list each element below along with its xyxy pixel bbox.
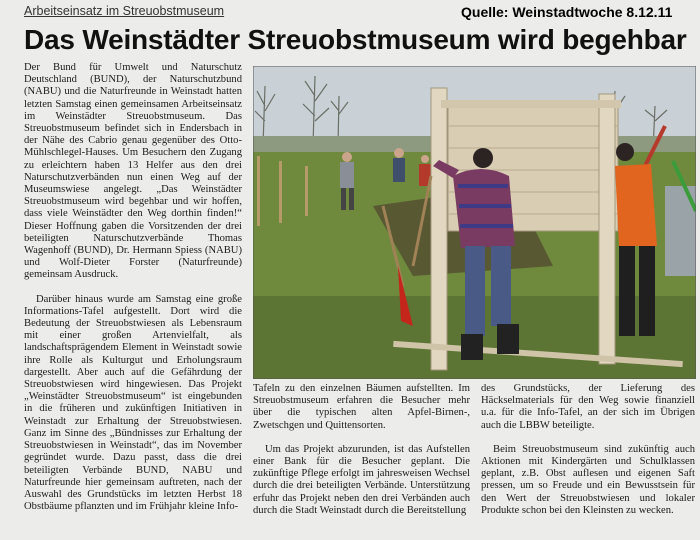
source-line: Quelle: Weinstadtwoche 8.12.11 (461, 4, 673, 20)
article-kicker: Arbeitseinsatz im Streuobstmuseum (24, 4, 225, 18)
paragraph: Beim Streuobstmuseum sind zukünftig auch Aktionen mit Kindergärten und Schulklassen geplant, z.B. Obst auflesen und eigenen Saft pressen, um so Freude und ein Bewusstsein für den Wert der Streuobstwiesen und lokaler Produkte schon bei den Kleinsten zu wecken. (481, 443, 695, 516)
text-column-3 (481, 383, 695, 538)
article-photo (253, 66, 696, 379)
text-column-2 (253, 383, 470, 538)
paragraph: Darüber hinaus wurde am Samstag eine große Informations-Tafel aufgestellt. Dort wird die Bedeutung der Streuobstwiesen als Lebensraum mit einer großen Artenvielfalt, als landschaftsprägendem Element in Weinstadt sowie ihre Rolle als Kulturgut und Erholungsraum dargestellt. Aber auch auf die Gefährdung der Streuobstwiesen wird hingewiesen. Das Projekt „Weinstädter Streuobstmuseum“ ist eingebunden in die früheren und zukünftigen Initiativen in Weinstadt zur Erhaltung der Streuobstwiesen. Ganz im Sinne des „Bündnisses zur Erhaltung der Streuobstwiesen in Weinstadt“, das im November gegründet wurde. Dazu passt, dass die drei beteiligten Verbände BUND, NABU und Naturfreunde hier gemeinsam auftreten, nach der Auswahl des Grundstücks im letzten Herbst 18 Obstbäume pflanzten und im Frühjahr kleine Info- (24, 293, 242, 513)
paragraph: des Grundstücks, der Lieferung des Häckselmaterials für den Weg sowie finanziell u.a. für die Info-Tafel, an der sich im Übrigen auch die LBBW beteiligte. (481, 383, 695, 431)
headline: Das Weinstädter Streuobstmuseum wird begehbar (24, 24, 687, 55)
paragraph: Tafeln zu den einzelnen Bäumen aufstellten. Im Streuobstmuseum erfahren die Besucher mehr über die typischen alten Apfel-Birnen-, Zwetschgen und Quittensorten. (253, 383, 470, 431)
paragraph: Um das Projekt abzurunden, ist das Aufstellen einer Bank für die Besucher geplant. Die zukünftige Pflege erfolgt im jahresweisen Wechsel durch die drei beteiligten Verbände. Unterstützung erfuhr das Projekt neben den drei Verbänden auch durch die Stadt Weinstadt durch die Bereitstellung (253, 443, 470, 516)
text-column-1 (24, 62, 242, 538)
photo-illustration (253, 66, 696, 379)
paragraph: Der Bund für Umwelt und Naturschutz Deutschland (BUND), der Naturschutzbund (NABU) und die Naturfreunde in Weinstadt hatten letzten Samstag einen gemeinsamen Arbeitseinsatz im Weinstädter Streuobstmuseum. Das Streuobstmuseum befindet sich in Endersbach in der Nähe des Cabrio genau gegenüber des Otto-Mühlschlegel-Hauses. Um Besuchern den Zugang zu erleichtern haben 13 Helfer aus den drei Naturschutzverbänden nun einen Weg auf der Museumswiese angelegt. „Das Weinstädter Streuobstmuseum wird begehbar und wir hoffen, dass viele Weinstädter den Weg dorthin finden!“ Dieser Hoffnung gaben die Vorsitzenden der drei beteiligten Naturschutzverbände Thomas Wagenhoff (BUND), Dr. Hermann Spiess (NABU) und Wolf-Dieter Forster (Naturfreunde) gemeinsam Ausdruck. (24, 62, 242, 281)
